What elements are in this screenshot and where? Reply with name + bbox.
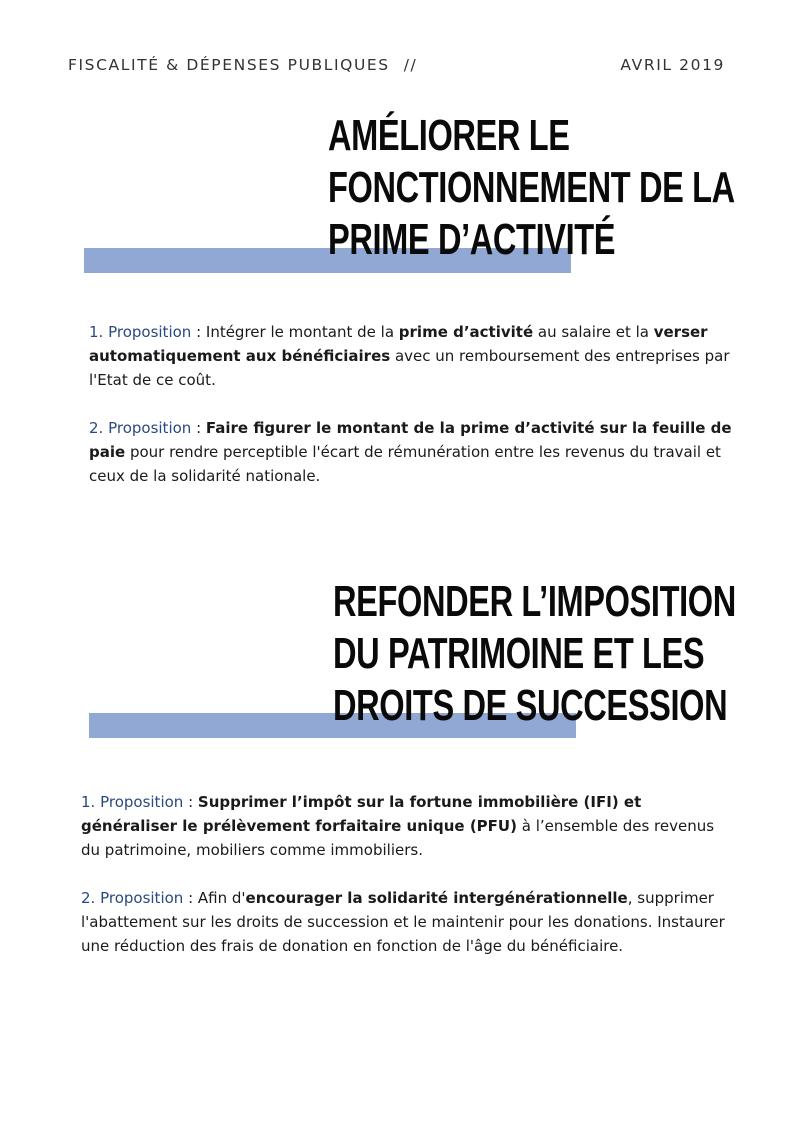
proposition-text: Intégrer le montant de la [205,323,399,341]
header-section-label [68,56,417,74]
proposition-bold-text: prime d’activité [398,323,534,341]
section-2-proposition-2 [81,886,726,958]
section-1-title-line: FONCTIONNEMENT DE LA [328,163,735,212]
proposition-colon: : [191,323,206,341]
section-1-proposition-2 [89,416,734,488]
proposition-text: avec un remboursement des entreprises par l'Etat de ce coût. [89,347,730,389]
proposition-colon: : [183,889,198,907]
section-2-proposition-1 [81,790,726,862]
header-section-text: FISCALITÉ & DÉPENSES PUBLIQUES [68,56,390,74]
proposition-bold-text: Faire figurer le montant de la prime d’activité sur la feuille de paie [89,419,732,461]
proposition-number: 2. Proposition [81,889,184,907]
section-1-proposition-1 [89,320,734,392]
section-2-title-line: DROITS DE SUCCESSION [333,681,728,730]
proposition-text: , supprimer l'abattement sur les droits de succession et le maintenir pour les donations. Instaurer une réduction des frais de donation en fonction de l'âge du bénéficiaire. [81,889,725,955]
section-1-title-line: AMÉLIORER LE [328,111,570,160]
proposition-colon: : [183,793,198,811]
section-1-title [328,110,735,266]
proposition-bold-text: encourager la solidarité intergénérationnelle [245,889,628,907]
proposition-text: au salaire et la [533,323,654,341]
proposition-text: à l’ensemble des revenus du patrimoine, mobiliers comme immobiliers. [81,817,715,859]
proposition-number: 1. Proposition [89,323,192,341]
proposition-bold-text: verser automatiquement aux bénéficiaires [89,323,708,365]
section-2-title-line: REFONDER L’IMPOSITION [333,577,736,626]
section-1-title-line: PRIME D’ACTIVITÉ [328,215,616,264]
proposition-number: 1. Proposition [81,793,184,811]
proposition-colon: : [191,419,206,437]
section-2-title [333,576,736,732]
proposition-bold-text: Supprimer l’impôt sur la fortune immobilière (IFI) et généraliser le prélèvement forfaitaire unique (PFU) [81,793,642,835]
proposition-text: Afin d' [197,889,246,907]
section-2-title-line: DU PATRIMOINE ET LES [333,629,705,678]
proposition-text: pour rendre perceptible l'écart de rémunération entre les revenus du travail et ceux de la solidarité nationale. [89,443,721,485]
header-date: AVRIL 2019 [620,56,725,74]
proposition-number: 2. Proposition [89,419,192,437]
header-separator: // [403,56,418,74]
